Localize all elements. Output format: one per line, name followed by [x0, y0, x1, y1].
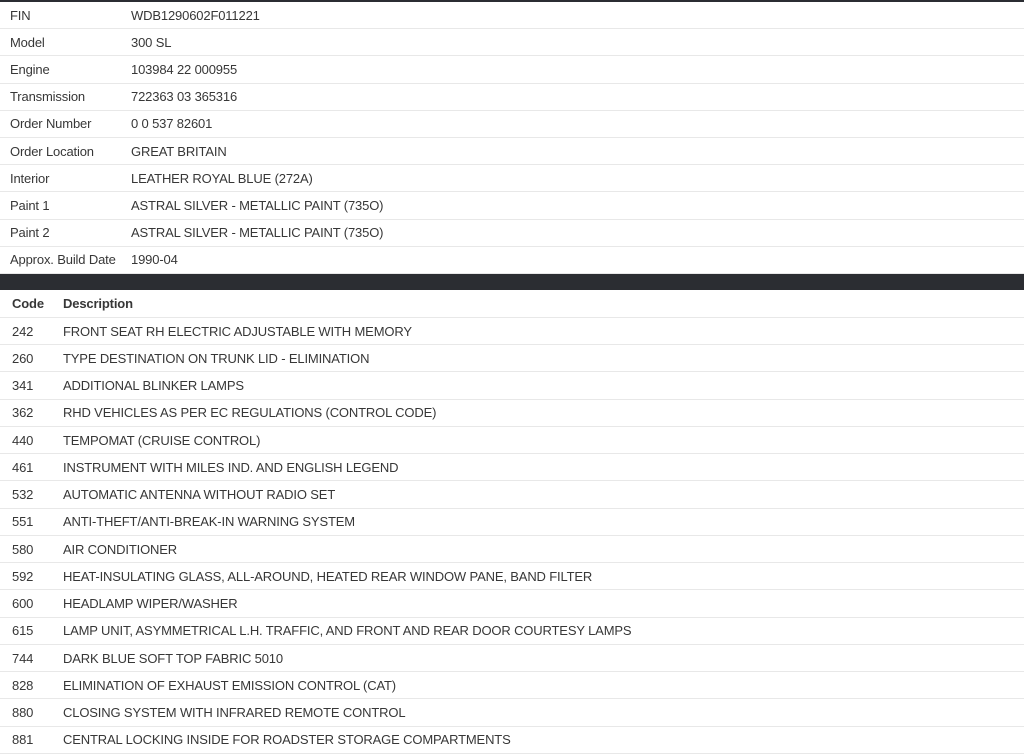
spec-value: LEATHER ROYAL BLUE (272A)	[131, 170, 313, 186]
spec-row	[0, 111, 1024, 138]
option-code-row	[0, 509, 1024, 536]
option-code: 341	[12, 378, 34, 393]
spec-row	[0, 84, 1024, 111]
option-code: 580	[12, 541, 34, 557]
code-column-header: Code	[12, 295, 44, 311]
option-description: INSTRUMENT WITH MILES IND. AND ENGLISH LEGEND	[63, 459, 399, 475]
spec-row	[0, 165, 1024, 192]
spec-label: Engine	[10, 61, 50, 77]
option-code: 592	[12, 568, 34, 584]
option-code-row	[0, 536, 1024, 563]
spec-value: 722363 03 365316	[131, 89, 238, 105]
option-code-row	[0, 645, 1024, 672]
option-code: 362	[12, 405, 34, 421]
spec-row	[0, 220, 1024, 247]
option-code-row	[0, 590, 1024, 617]
option-description: HEAT-INSULATING GLASS, ALL-AROUND, HEATED REAR WINDOW PANE, BAND FILTER	[63, 568, 593, 584]
option-code: 242	[12, 323, 34, 339]
spec-label: Transmission	[10, 89, 86, 105]
spec-value: 0 0 537 82601	[131, 116, 213, 132]
option-codes-body	[0, 318, 1024, 754]
option-description: DARK BLUE SOFT TOP FABRIC 5010	[63, 650, 283, 666]
section-divider-bar	[0, 274, 1024, 290]
spec-value: WDB1290602F011221	[131, 7, 260, 23]
spec-row	[0, 56, 1024, 83]
option-code-row	[0, 427, 1024, 454]
spec-row	[0, 247, 1024, 274]
option-code: 600	[12, 596, 34, 611]
option-description: AIR CONDITIONER	[63, 541, 178, 557]
spec-value: 103984 22 000955	[131, 61, 238, 77]
option-code-row	[0, 454, 1024, 481]
option-description: ANTI-THEFT/ANTI-BREAK-IN WARNING SYSTEM	[63, 514, 355, 530]
spec-row	[0, 138, 1024, 165]
option-description: ELIMINATION OF EXHAUST EMISSION CONTROL (CAT)	[63, 677, 396, 693]
option-code: 828	[12, 677, 34, 693]
option-code: 881	[12, 732, 34, 748]
spec-label: Paint 2	[10, 225, 50, 241]
option-description: AUTOMATIC ANTENNA WITHOUT RADIO SET	[63, 487, 336, 502]
option-code-row	[0, 481, 1024, 508]
spec-label: Order Location	[10, 143, 94, 159]
option-description: CENTRAL LOCKING INSIDE FOR ROADSTER STORAGE COMPARTMENTS	[63, 732, 511, 748]
option-code: 744	[12, 650, 34, 666]
option-code-row	[0, 372, 1024, 399]
option-code: 551	[12, 514, 34, 530]
spec-value: ASTRAL SILVER - METALLIC PAINT (735O)	[131, 225, 384, 241]
spec-value: GREAT BRITAIN	[131, 143, 227, 159]
spec-label: Approx. Build Date	[10, 252, 116, 268]
option-code-row	[0, 318, 1024, 345]
spec-row	[0, 192, 1024, 219]
option-description: ADDITIONAL BLINKER LAMPS	[63, 378, 244, 393]
spec-value: ASTRAL SILVER - METALLIC PAINT (735O)	[131, 197, 384, 213]
option-code-row	[0, 727, 1024, 754]
option-code-row	[0, 672, 1024, 699]
option-description: RHD VEHICLES AS PER EC REGULATIONS (CONTROL CODE)	[63, 405, 437, 421]
option-code-row	[0, 618, 1024, 645]
option-code: 440	[12, 432, 34, 448]
option-code-row	[0, 563, 1024, 590]
option-code: 532	[12, 487, 34, 502]
vehicle-info-table	[0, 2, 1024, 274]
option-description: HEADLAMP WIPER/WASHER	[63, 596, 238, 611]
option-codes-header-row	[0, 290, 1024, 318]
spec-value: 300 SL	[131, 34, 172, 50]
option-code: 461	[12, 459, 34, 475]
option-description: FRONT SEAT RH ELECTRIC ADJUSTABLE WITH MEMORY	[63, 323, 412, 339]
spec-label: Interior	[10, 170, 50, 186]
spec-label: FIN	[10, 7, 31, 23]
spec-label: Order Number	[10, 116, 92, 132]
spec-row	[0, 2, 1024, 29]
spec-value: 1990-04	[131, 252, 178, 268]
option-codes-table	[0, 290, 1024, 754]
description-column-header: Description	[63, 295, 133, 311]
option-description: TYPE DESTINATION ON TRUNK LID - ELIMINATION	[63, 350, 370, 366]
option-code-row	[0, 699, 1024, 726]
spec-label: Model	[10, 34, 45, 50]
option-description: TEMPOMAT (CRUISE CONTROL)	[63, 432, 261, 448]
spec-label: Paint 1	[10, 197, 50, 213]
option-description: LAMP UNIT, ASYMMETRICAL L.H. TRAFFIC, AND FRONT AND REAR DOOR COURTESY LAMPS	[63, 623, 632, 639]
spec-row	[0, 29, 1024, 56]
option-code: 615	[12, 623, 34, 639]
option-code-row	[0, 400, 1024, 427]
option-code-row	[0, 345, 1024, 372]
option-code: 260	[12, 350, 34, 366]
option-code: 880	[12, 705, 34, 720]
option-description: CLOSING SYSTEM WITH INFRARED REMOTE CONTROL	[63, 705, 406, 720]
